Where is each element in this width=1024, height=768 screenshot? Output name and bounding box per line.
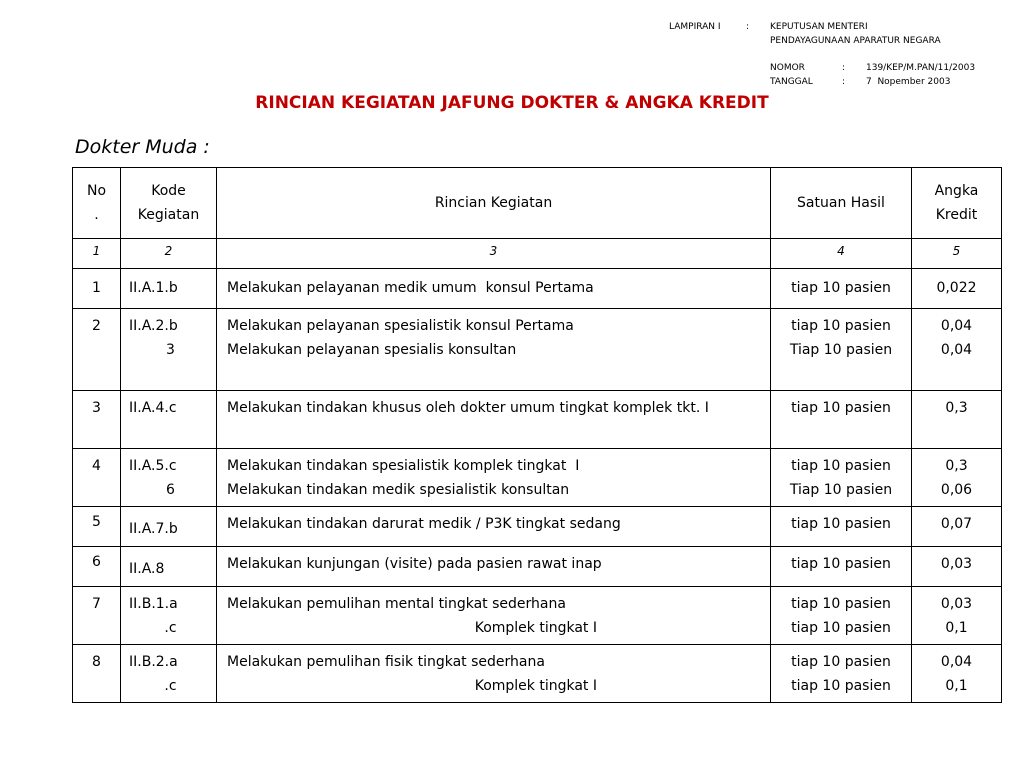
rincian-cell <box>217 309 771 391</box>
rincian-cell <box>217 391 771 449</box>
index-cell: 1 <box>73 239 121 269</box>
header-kode <box>121 168 217 239</box>
column-index-row <box>73 239 1002 269</box>
satuan-line: tiap 10 pasien <box>791 280 891 296</box>
rincian-line: Komplek tingkat I <box>474 678 597 694</box>
table-row <box>73 391 1002 449</box>
satuan-cell <box>771 587 912 645</box>
satuan-line: tiap 10 pasien <box>791 400 891 416</box>
row-number: 4 <box>92 458 101 474</box>
row-number-cell <box>73 587 121 645</box>
kode-cell <box>121 391 217 449</box>
angka-cell <box>912 449 1002 507</box>
angka-cell <box>912 587 1002 645</box>
kode-line: II.A.8 <box>129 561 165 577</box>
table-row <box>73 587 1002 645</box>
angka-cell <box>912 547 1002 587</box>
page-title: RINCIAN KEGIATAN JAFUNG DOKTER & ANGKA KREDIT <box>255 93 769 113</box>
kode-line: II.A.2.b <box>129 318 178 334</box>
row-number: 5 <box>92 514 101 530</box>
angka-line: 0,04 <box>940 654 973 670</box>
angka-line: 0,022 <box>936 280 977 296</box>
rincian-cell <box>217 547 771 587</box>
satuan-line: tiap 10 pasien <box>791 620 891 636</box>
kode-cell <box>121 449 217 507</box>
kode-line: II.A.1.b <box>129 280 178 296</box>
nomor-label: NOMOR <box>770 63 805 73</box>
angka-line: 0,3 <box>945 458 968 474</box>
nomor-colon: : <box>842 63 846 73</box>
row-number-cell <box>73 269 121 309</box>
satuan-cell <box>771 391 912 449</box>
rincian-cell <box>217 507 771 547</box>
kode-cell <box>121 269 217 309</box>
kode-line: II.A.5.c <box>129 458 177 474</box>
header-angka-line1: Angka <box>934 183 979 199</box>
table-row <box>73 547 1002 587</box>
activity-table <box>72 167 1002 703</box>
row-number-cell <box>73 391 121 449</box>
satuan-line: tiap 10 pasien <box>791 318 891 334</box>
kode-cell <box>121 547 217 587</box>
satuan-cell <box>771 507 912 547</box>
satuan-line: Tiap 10 pasien <box>789 342 893 358</box>
angka-line: 0,04 <box>940 318 973 334</box>
satuan-line: tiap 10 pasien <box>791 596 891 612</box>
satuan-cell <box>771 547 912 587</box>
satuan-line: tiap 10 pasien <box>791 678 891 694</box>
angka-line: 0,04 <box>940 342 973 358</box>
header-kode-line2: Kegiatan <box>137 207 200 223</box>
rincian-line: Komplek tingkat I <box>474 620 597 636</box>
decree-line2: PENDAYAGUNAAN APARATUR NEGARA <box>770 36 941 46</box>
angka-line: 0,06 <box>940 482 973 498</box>
angka-cell <box>912 645 1002 703</box>
rincian-line: Melakukan tindakan darurat medik / P3K tingkat sedang <box>227 516 621 532</box>
row-number: 2 <box>92 318 101 334</box>
table-row <box>73 507 1002 547</box>
rincian-line: Melakukan pelayanan medik umum konsul Pertama <box>227 280 594 296</box>
header-no <box>73 168 121 239</box>
header-no-line1: No <box>86 183 107 199</box>
satuan-cell <box>771 449 912 507</box>
kode-line: II.B.2.a <box>129 654 178 670</box>
header-no-line2: . <box>94 207 99 223</box>
table-header-row <box>73 168 1002 239</box>
angka-cell <box>912 269 1002 309</box>
table-row <box>73 269 1002 309</box>
row-number: 3 <box>92 400 101 416</box>
angka-line: 0,1 <box>945 620 968 636</box>
angka-line: 0,1 <box>945 678 968 694</box>
satuan-line: tiap 10 pasien <box>791 458 891 474</box>
satuan-cell <box>771 269 912 309</box>
row-number: 7 <box>92 596 101 612</box>
kode-cell <box>121 587 217 645</box>
angka-line: 0,07 <box>940 516 973 532</box>
satuan-line: tiap 10 pasien <box>791 516 891 532</box>
index-cell: 3 <box>217 239 771 269</box>
kode-line: II.B.1.a <box>129 596 178 612</box>
satuan-cell <box>771 309 912 391</box>
nomor-value: 139/KEP/M.PAN/11/2003 <box>866 63 976 73</box>
lampiran-colon: : <box>746 22 750 32</box>
kode-line: II.A.4.c <box>129 400 177 416</box>
row-number: 8 <box>92 654 101 670</box>
angka-line: 0,03 <box>940 596 973 612</box>
rincian-line: Melakukan pelayanan spesialis konsultan <box>227 342 517 358</box>
row-number-cell <box>73 547 121 587</box>
angka-cell <box>912 507 1002 547</box>
rincian-line: Melakukan tindakan spesialistik komplek tingkat I <box>227 458 580 474</box>
index-cell: 2 <box>121 239 217 269</box>
kode-cell <box>121 645 217 703</box>
satuan-cell <box>771 645 912 703</box>
index-cell: 5 <box>912 239 1002 269</box>
satuan-line: tiap 10 pasien <box>791 654 891 670</box>
kode-line: II.A.7.b <box>129 521 178 537</box>
tanggal-colon: : <box>842 77 846 87</box>
header-satuan: Satuan Hasil <box>771 168 912 239</box>
table-row <box>73 309 1002 391</box>
rincian-line: Melakukan pemulihan fisik tingkat sederhana <box>227 654 545 670</box>
section-subtitle: Dokter Muda : <box>75 136 210 158</box>
angka-cell <box>912 391 1002 449</box>
header-rincian: Rincian Kegiatan <box>217 168 771 239</box>
kode-line: 3 <box>166 342 175 358</box>
lampiran-label: LAMPIRAN I <box>669 22 721 32</box>
row-number: 1 <box>92 280 101 296</box>
rincian-cell <box>217 587 771 645</box>
row-number-cell <box>73 507 121 547</box>
rincian-cell <box>217 269 771 309</box>
row-number-cell <box>73 645 121 703</box>
rincian-line: Melakukan pelayanan spesialistik konsul Pertama <box>227 318 574 334</box>
rincian-line: Melakukan kunjungan (visite) pada pasien rawat inap <box>227 556 602 572</box>
kode-line: 6 <box>166 482 175 498</box>
rincian-line: Melakukan tindakan medik spesialistik konsultan <box>227 482 570 498</box>
table-row <box>73 645 1002 703</box>
index-cell: 4 <box>771 239 912 269</box>
angka-cell <box>912 309 1002 391</box>
kode-cell <box>121 309 217 391</box>
kode-line: .c <box>164 678 177 694</box>
table-row <box>73 449 1002 507</box>
kode-line: .c <box>164 620 177 636</box>
tanggal-value: 7 Nopember 2003 <box>866 77 951 87</box>
row-number: 6 <box>92 554 101 570</box>
rincian-line: Melakukan pemulihan mental tingkat sederhana <box>227 596 566 612</box>
header-angka <box>912 168 1002 239</box>
header-angka-line2: Kredit <box>935 207 978 223</box>
row-number-cell <box>73 449 121 507</box>
kode-cell <box>121 507 217 547</box>
rincian-cell <box>217 449 771 507</box>
satuan-line: tiap 10 pasien <box>791 556 891 572</box>
tanggal-label: TANGGAL <box>770 77 813 87</box>
angka-line: 0,3 <box>945 400 968 416</box>
rincian-line: Melakukan tindakan khusus oleh dokter umum tingkat komplek tkt. I <box>227 400 709 416</box>
header-kode-line1: Kode <box>151 183 186 199</box>
row-number-cell <box>73 309 121 391</box>
rincian-cell <box>217 645 771 703</box>
decree-line1: KEPUTUSAN MENTERI <box>770 22 868 32</box>
angka-line: 0,03 <box>940 556 973 572</box>
satuan-line: Tiap 10 pasien <box>789 482 893 498</box>
